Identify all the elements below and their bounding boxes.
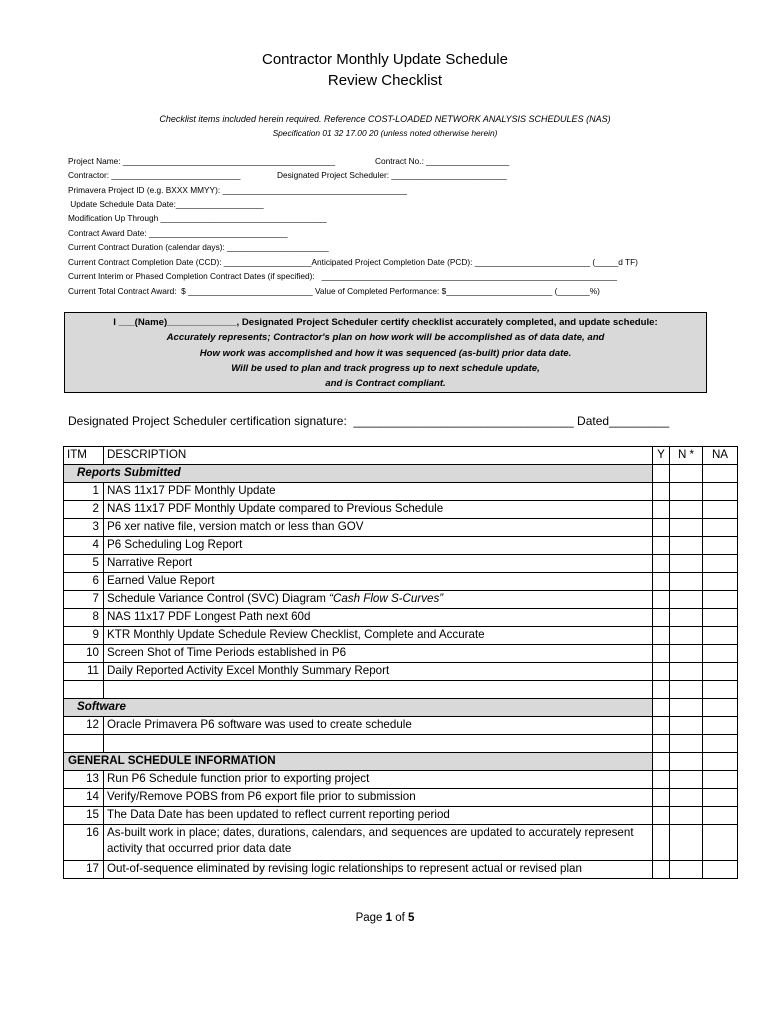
check-y[interactable] [653,861,670,879]
page-number: 1 [385,912,393,924]
item-number: 17 [64,861,104,879]
empty-row [64,735,738,753]
page-footer [0,912,770,924]
check-na[interactable] [703,771,738,789]
check-na[interactable] [703,681,738,699]
page-total: 5 [408,912,415,924]
specification-note: Specification 01 32 17.00 20 (unless noted otherwise herein) [272,128,498,138]
item-description: NAS 11x17 PDF Monthly Update compared to Previous Schedule [104,501,653,519]
check-y[interactable] [653,483,670,501]
check-cell[interactable] [703,465,738,483]
check-n[interactable] [670,825,703,861]
contract-no-field[interactable]: Contract No.: __________________ [375,156,510,166]
award-date-field[interactable]: Contract Award Date: ______________________________ [68,228,288,238]
check-na[interactable] [703,483,738,501]
cert-line-5: and is Contract compliant. [325,378,446,390]
check-y[interactable] [653,645,670,663]
check-na[interactable] [703,663,738,681]
check-y[interactable] [653,825,670,861]
checklist-note: Checklist items included herein required. Reference COST-LOADED NETWORK ANALYSIS SCHEDULES (NAS) [159,114,611,124]
item-number: 3 [64,519,104,537]
check-y[interactable] [653,771,670,789]
table-row [64,645,738,663]
check-n[interactable] [670,519,703,537]
check-cell[interactable] [703,699,738,717]
check-n[interactable] [670,789,703,807]
item-description: Oracle Primavera P6 software was used to create schedule [104,717,653,735]
update-date-field[interactable]: Update Schedule Data Date:___________________ [68,199,264,209]
item-description: Run P6 Schedule function prior to exporting project [104,771,653,789]
check-na[interactable] [703,645,738,663]
empty-cell [64,735,104,753]
check-cell[interactable] [670,753,703,771]
item-description: Verify/Remove POBS from P6 export file prior to submission [104,789,653,807]
document-title: Contractor Monthly Update Schedule [262,51,508,68]
section-title-software: Software [64,699,653,717]
item-description: Daily Reported Activity Excel Monthly Summary Report [104,663,653,681]
check-y[interactable] [653,573,670,591]
item-description: Earned Value Report [104,573,653,591]
header-description: DESCRIPTION [104,447,653,465]
check-n[interactable] [670,609,703,627]
header-y: Y [653,447,670,465]
cert-line-2: Accurately represents; Contractor's plan on how work will be accomplished as of data date, and [166,332,605,344]
item-description: P6 Scheduling Log Report [104,537,653,555]
checklist-table [63,446,738,879]
check-n[interactable] [670,861,703,879]
item-number: 16 [64,825,104,861]
header-n: N * [670,447,703,465]
section-row-general [64,753,738,771]
check-n[interactable] [670,735,703,753]
item-description-emphasis: “Cash Flow S-Curves” [329,592,444,605]
check-na[interactable] [703,537,738,555]
item-description: As-built work in place; dates, durations, calendars, and sequences are updated to accurately represent activity that occurred prior data date [104,825,653,861]
item-number: 8 [64,609,104,627]
item-description: NAS 11x17 PDF Monthly Update [104,483,653,501]
table-row [64,771,738,789]
table-row [64,555,738,573]
item-description: Screen Shot of Time Periods established in P6 [104,645,653,663]
header-na: NA [703,447,738,465]
item-number: 10 [64,645,104,663]
item-description-text: Schedule Variance Control (SVC) Diagram [107,592,330,605]
table-row [64,789,738,807]
section-row-software [64,699,738,717]
item-number: 5 [64,555,104,573]
scheduler-field[interactable]: Designated Project Scheduler: _________________________ [277,170,507,180]
check-n[interactable] [670,663,703,681]
check-n[interactable] [670,771,703,789]
item-number: 15 [64,807,104,825]
signature-line[interactable]: Designated Project Scheduler certification signature: _________________________________ Dated_________ [68,414,670,428]
check-y[interactable] [653,609,670,627]
project-name-field[interactable]: Project Name: ______________________________________________ [68,156,336,166]
check-y[interactable] [653,789,670,807]
check-y[interactable] [653,717,670,735]
check-n[interactable] [670,681,703,699]
table-row [64,807,738,825]
contract-award-field[interactable]: Current Total Contract Award: $ ___________________________ Value of Completed Performance: $_______________________ (_______%) [68,286,600,296]
check-na[interactable] [703,573,738,591]
duration-field[interactable]: Current Contract Duration (calendar days): ______________________ [68,242,329,252]
check-na[interactable] [703,735,738,753]
check-y[interactable] [653,537,670,555]
page-of: of [392,912,409,924]
check-cell[interactable] [653,699,670,717]
item-description [104,591,653,609]
cert-line-3: How work was accomplished and how it was sequenced (as-built) prior data date. [199,347,572,359]
empty-cell [64,681,104,699]
check-y[interactable] [653,519,670,537]
item-number: 14 [64,789,104,807]
check-na[interactable] [703,555,738,573]
check-y[interactable] [653,681,670,699]
item-number: 13 [64,771,104,789]
modification-field[interactable]: Modification Up Through ____________________________________ [68,213,327,223]
check-y[interactable] [653,807,670,825]
section-row-reports [64,465,738,483]
table-row [64,483,738,501]
check-na[interactable] [703,591,738,609]
table-row [64,591,738,609]
check-n[interactable] [670,501,703,519]
check-y[interactable] [653,501,670,519]
interim-dates-field[interactable]: Current Interim or Phased Completion Contract Dates (if specified): ________________________________________________________________ [68,271,617,281]
table-row [64,609,738,627]
check-na[interactable] [703,519,738,537]
table-header-row [64,447,738,465]
check-n[interactable] [670,645,703,663]
document-subtitle: Review Checklist [327,72,443,89]
table-row [64,663,738,681]
empty-row [64,681,738,699]
certification-box [64,312,707,393]
item-description: P6 xer native file, version match or less than GOV [104,519,653,537]
table-row [64,573,738,591]
check-na[interactable] [703,789,738,807]
check-na[interactable] [703,501,738,519]
check-y[interactable] [653,591,670,609]
check-cell[interactable] [670,465,703,483]
check-n[interactable] [670,717,703,735]
check-na[interactable] [703,609,738,627]
table-row [64,825,738,861]
check-na[interactable] [703,807,738,825]
item-number: 7 [64,591,104,609]
check-n[interactable] [670,591,703,609]
cert-line-1: I ___(Name)_____________, Designated Project Scheduler certify checklist accurately completed, and update schedule: [113,317,658,328]
check-n[interactable] [670,627,703,645]
check-na[interactable] [703,627,738,645]
check-cell[interactable] [703,753,738,771]
check-cell[interactable] [653,465,670,483]
check-cell[interactable] [670,699,703,717]
empty-cell [104,681,653,699]
check-y[interactable] [653,735,670,753]
header-itm: ITM [64,447,104,465]
check-y[interactable] [653,555,670,573]
check-n[interactable] [670,573,703,591]
check-y[interactable] [653,663,670,681]
cert-line-4: Will be used to plan and track progress up to next schedule update, [231,362,540,374]
item-number: 4 [64,537,104,555]
item-description: NAS 11x17 PDF Longest Path next 60d [104,609,653,627]
table-row [64,627,738,645]
check-na[interactable] [703,717,738,735]
check-n[interactable] [670,807,703,825]
item-number: 12 [64,717,104,735]
item-number: 11 [64,663,104,681]
check-n[interactable] [670,483,703,501]
contractor-field[interactable]: Contractor: ____________________________ [68,170,241,180]
table-row [64,537,738,555]
table-row [64,501,738,519]
check-cell[interactable] [653,753,670,771]
check-na[interactable] [703,861,738,879]
item-number: 1 [64,483,104,501]
completion-date-field[interactable]: Current Contract Completion Date (CCD): ___________________Anticipated Project Completion Date (PCD): _________________________ (_____d TF) [68,257,638,267]
table-row [64,861,738,879]
check-n[interactable] [670,555,703,573]
table-row [64,717,738,735]
item-number: 2 [64,501,104,519]
empty-cell [104,735,653,753]
page-prefix: Page [355,912,386,924]
item-number: 9 [64,627,104,645]
check-na[interactable] [703,825,738,861]
item-number: 6 [64,573,104,591]
table-row [64,519,738,537]
check-n[interactable] [670,537,703,555]
item-description: The Data Date has been updated to reflect current reporting period [104,807,653,825]
check-y[interactable] [653,627,670,645]
item-description: Out-of-sequence eliminated by revising logic relationships to represent actual or revised plan [104,861,653,879]
section-title-general: GENERAL SCHEDULE INFORMATION [64,753,653,771]
item-description: KTR Monthly Update Schedule Review Checklist, Complete and Accurate [104,627,653,645]
primavera-id-field[interactable]: Primavera Project ID (e.g. BXXX MMYY): ________________________________________ [68,185,408,195]
section-title-reports: Reports Submitted [64,465,653,483]
item-description: Narrative Report [104,555,653,573]
